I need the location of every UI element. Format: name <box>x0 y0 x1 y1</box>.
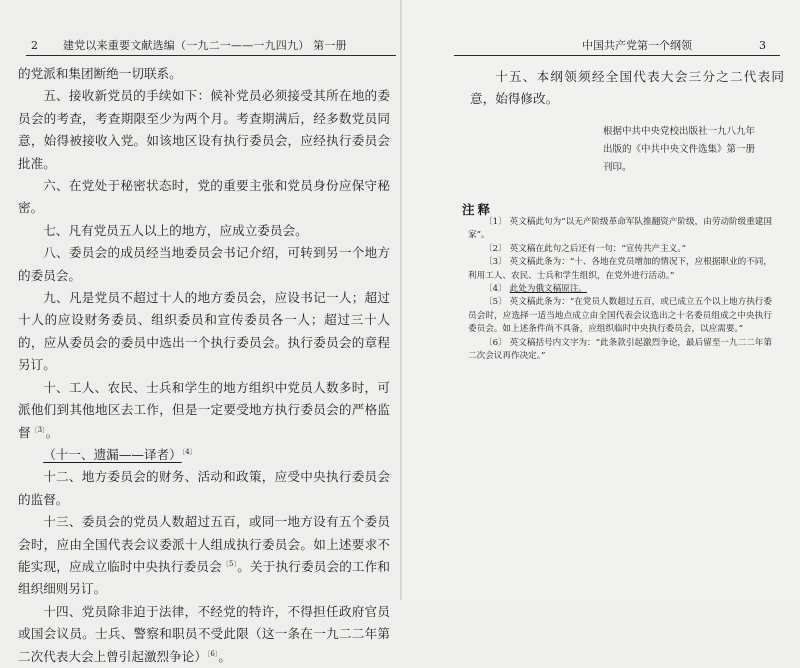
left-page <box>0 0 402 664</box>
paragraph-12: 十二、地方委员会的财务、活动和政策，应受中央执行委员会的监督。 <box>18 469 390 507</box>
right-page <box>402 0 800 600</box>
endnote <box>468 256 772 283</box>
paragraph-8: 八、委员会的成员经当地委员会书记介绍，可转到另一个地方的委员会。 <box>18 245 390 283</box>
left-running-head: 建党以来重要文献选编（一九二一——一九四九） 第一册 <box>63 39 347 52</box>
endnote-text: 英文稿括号内文字为：“此条款引起激烈争论，最后留至一九二二年第二次会议再作决定。” <box>468 337 772 362</box>
source-note <box>603 123 773 177</box>
note-ref-5: 〔5〕 <box>221 559 238 568</box>
endnote-number: 〔4〕 <box>484 284 507 295</box>
paragraph-14 <box>18 601 390 668</box>
note-ref-3: 〔3〕 <box>30 425 46 434</box>
right-body-text <box>470 66 784 111</box>
endnote-number: 〔1〕 <box>484 217 507 227</box>
endnote-number: 〔3〕 <box>484 257 507 268</box>
paragraph-13-text: 十三、委员会的党员人数超过五百，或同一地方设有五个委员会时，应由全国代表会议委派十人组成执行委员会。如上述要求不能实现，应成立临时中央执行委员会 <box>18 514 390 574</box>
source-line-3: 刊印。 <box>603 162 632 173</box>
endnote <box>468 243 772 256</box>
paragraph-9: 九、凡是党员不超过十人的地方委员会，应设书记一人；超过十人的应设财务委员、组织委员和宣传委员各一人；超过三十人的，应从委员会的委员中选出一个执行委员会。执行委员会的章程另订。 <box>18 290 390 373</box>
paragraph-6: 六、在党处于秘密状态时，党的重要主张和党员身份应保守秘密。 <box>18 178 390 216</box>
endnote-text: 英文稿此条为：“十、各地在党员增加的情况下，应根据职业的不同，利用工人、农民、士兵和学生组织，在党外进行活动。” <box>468 257 772 281</box>
paragraph-15: 十五、本纲领须经全国代表大会三分之二代表同意，始得修改。 <box>470 69 784 107</box>
endnote-text: 此处为俄文稿原注。 <box>509 284 588 295</box>
endnote-text: 英文稿此句为“以无产阶级革命军队推翻资产阶级，由劳动阶级重建国家”。 <box>468 217 772 241</box>
endnote <box>468 296 772 336</box>
paragraph-14-text: 十四、党员除非迫于法律，不经党的特许，不得担任政府官员或国会议员。士兵、警察和职员不受此限（这一条在一九二二年第二次代表大会上曾引起激烈争论） <box>18 603 390 664</box>
notes-heading: 注释 <box>462 202 494 217</box>
endnote <box>468 283 772 296</box>
source-line-1: 根据中共中央党校出版社一九八九年 <box>603 126 756 137</box>
right-running-head: 中国共产党第一个纲领 <box>582 39 692 52</box>
paragraph-14-tail: 。 <box>218 648 231 664</box>
endnote-number: 〔6〕 <box>484 337 507 348</box>
paragraph-13 <box>18 511 390 601</box>
paragraph-5: 五、接收新党员的手续如下：候补党员必须接受其所在地的委员会的考查，考查期限至少为两个月。考查期满后，经多数党员同意，始得被接收入党。如该地区设有执行委员会，应经执行委员会批准。 <box>18 88 390 171</box>
paragraph-7: 七、凡有党员五人以上的地方，应成立委员会。 <box>43 222 308 238</box>
left-page-number: 2 <box>31 39 38 52</box>
omission-note: （十一、遗漏——译者） <box>43 446 182 462</box>
source-line-2: 出版的《中共中央文件选集》第一册 <box>603 144 756 155</box>
endnotes <box>468 216 772 363</box>
paragraph-11-omitted <box>18 444 390 466</box>
endnote-text: 英文稿在此句之后还有一句：“宣传共产主义。” <box>509 243 687 254</box>
note-ref-6: 〔6〕 <box>206 649 219 658</box>
right-header-rule <box>454 55 780 56</box>
left-header-rule <box>26 55 396 56</box>
paragraph-10: 十、工人、农民、士兵和学生的地方组织中党员人数多时，可派他们到其他地区去工作，但是一定要受地方执行委员会的严格监督$^{〔3〕}$。 <box>18 379 390 440</box>
endnote-text: 英文稿此条为：“在党员人数超过五百，或已成立五个以上地方执行委员会时，应选择一适当地点成立由全国代表会议选出之十名委员组成之中央执行委员会。如上述条件尚不具备，应组织临时中央执行委员会，以应需要。” <box>468 297 772 335</box>
note-ref-4: 〔4〕 <box>181 447 197 456</box>
left-body-text <box>18 63 390 668</box>
endnote-number: 〔5〕 <box>484 297 507 308</box>
endnote-number: 〔2〕 <box>484 243 507 254</box>
paragraph-continued: 的党派和集团断绝一切联系。 <box>18 66 182 81</box>
paragraph-13-tail: 。关于执行委员会的工作和组织细则另订。 <box>18 558 391 597</box>
endnote <box>468 216 772 243</box>
endnote <box>468 337 772 364</box>
paragraph-10-text: 十、工人、农民、士兵和学生的地方组织中党员人数多时，可派他们到其他地区去工作，但是一定要受地方执行委员会的严格监督 <box>18 379 390 440</box>
right-page-number: 3 <box>759 39 766 52</box>
